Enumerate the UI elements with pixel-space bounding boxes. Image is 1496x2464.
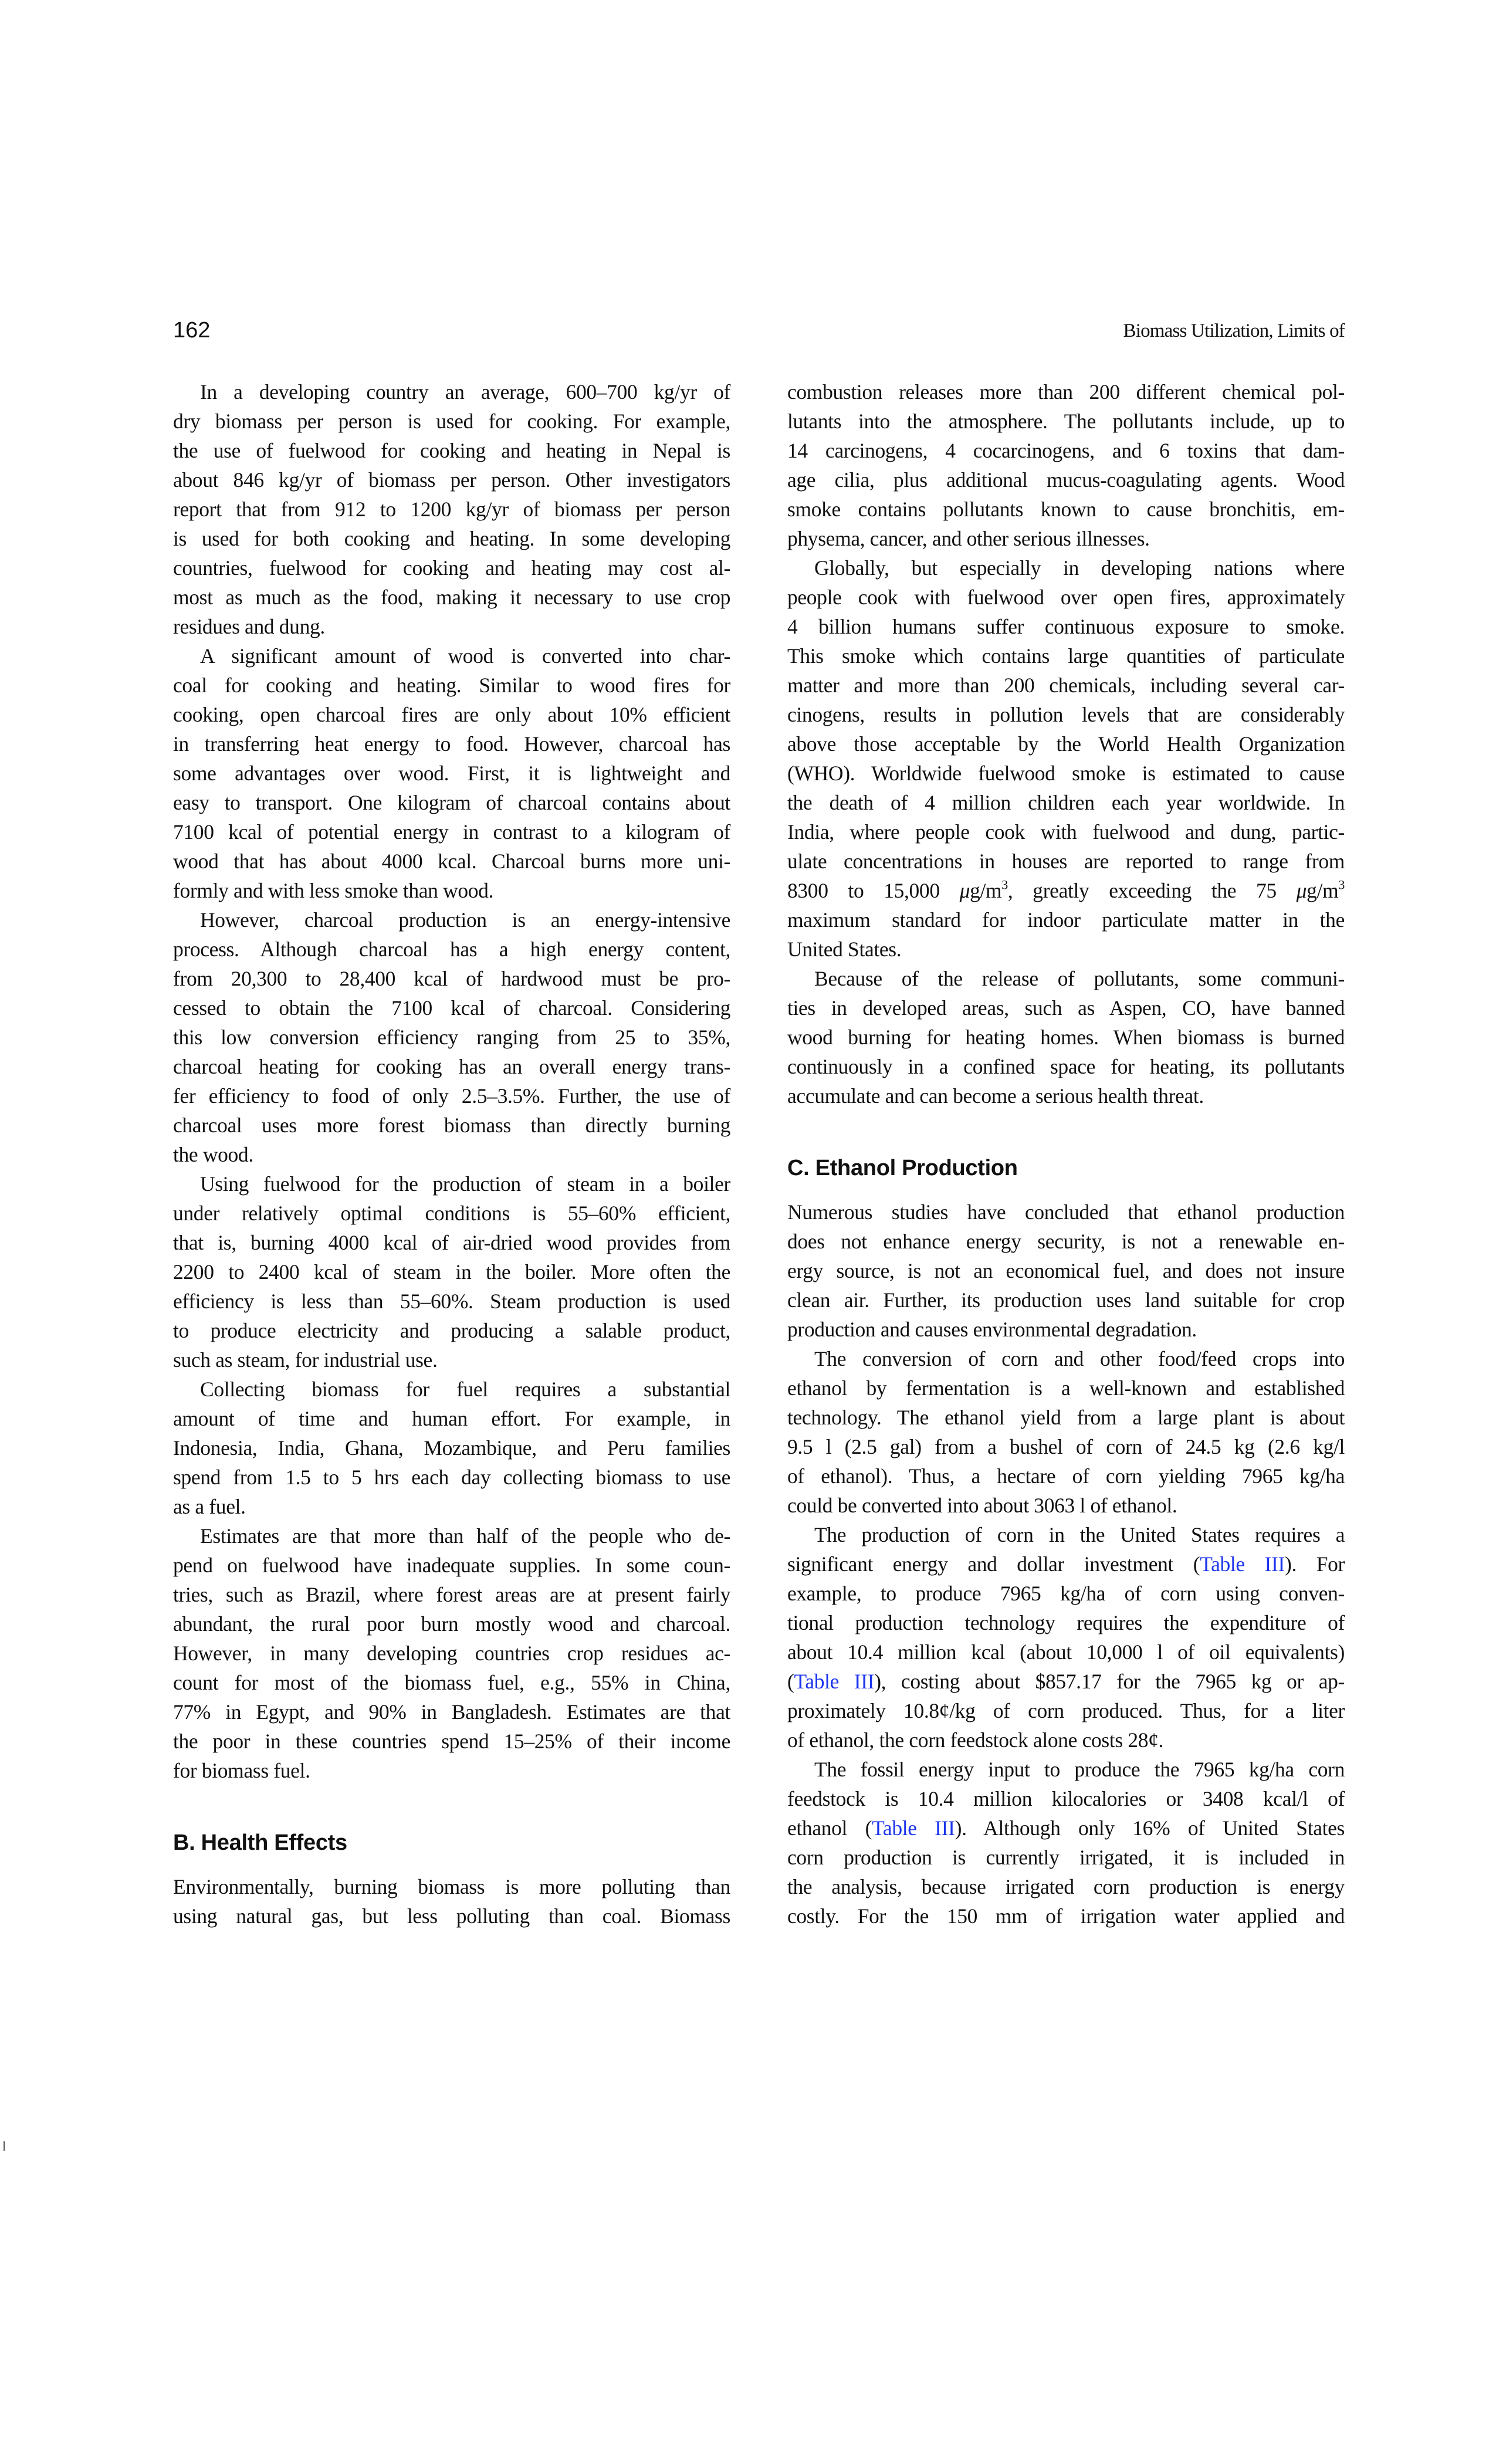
text-line: process. Although charcoal has a high energy content, [173,937,730,961]
text-line: tional production technology requires the expenditure of [787,1611,1345,1634]
text-line: technology. The ethanol yield from a large plant is about [787,1406,1345,1429]
text-line: combustion releases more than 200 different chemical pol- [787,380,1345,404]
text-line: the poor in these countries spend 15–25% of their income [173,1729,730,1753]
text-segment: 8300 to 15,000 [787,879,960,902]
text-line: countries, fuelwood for cooking and heating may cost al- [173,556,730,580]
text-line: that is, burning 4000 kcal of air-dried wood provides from [173,1231,730,1254]
text-line: the analysis, because irrigated corn production is energy [787,1875,1345,1898]
text-line: example, to produce 7965 kg/ha of corn using conven- [787,1582,1345,1605]
text-line: to produce electricity and producing a salable product, [173,1319,730,1342]
text-line: is used for both cooking and heating. In some developing [173,527,730,550]
text-line: the death of 4 million children each year worldwide. In [787,791,1345,814]
paragraph [787,377,1345,553]
text-line: efficiency is less than 55–60%. Steam production is used [173,1289,730,1313]
paragraph [787,964,1345,1111]
text-line: continuously in a confined space for heating, its pollutants [787,1055,1345,1078]
text-line: as a fuel. [173,1495,246,1518]
text-line: using natural gas, but less polluting than coal. Biomass [173,1904,730,1928]
text-line: corn production is currently irrigated, it is included in [787,1846,1345,1869]
text-line: cessed to obtain the 7100 kcal of charcoal. Considering [173,996,730,1020]
superscript: 3 [1001,877,1008,892]
text-line: 2200 to 2400 kcal of steam in the boiler. More often the [173,1260,730,1284]
text-line: some advantages over wood. First, it is lightweight and [173,761,730,785]
text-line: production and causes environmental degradation. [787,1318,1197,1341]
text-line: Because of the release of pollutants, some communi- [814,967,1345,990]
text-segment: , greatly exceeding the 75 [1007,879,1297,902]
text-line: The conversion of corn and other food/feed crops into [814,1347,1345,1370]
text-segment: ), costing about $857.17 for the 7965 kg or ap- [874,1670,1345,1693]
paragraph [173,1521,730,1785]
text-line: charcoal uses more forest biomass than directly burning [173,1113,730,1137]
paragraph [787,1197,1345,1344]
text-line: (WHO). Worldwide fuelwood smoke is estimated to cause [787,761,1345,785]
mu-symbol: μ [1296,879,1307,902]
text-line: However, in many developing countries crop residues ac- [173,1641,730,1665]
text-line: age cilia, plus additional mucus-coagulating agents. Wood [787,468,1345,492]
text-segment: g/m [970,879,1002,902]
text-line: Estimates are that more than half of the people who de- [200,1524,730,1548]
text-line: 7100 kcal of potential energy in contrast to a kilogram of [173,820,730,844]
text-line: could be converted into about 3063 l of ethanol. [787,1494,1177,1517]
text-line: maximum standard for indoor particulate matter in the [787,908,1345,932]
text-line: Numerous studies have concluded that ethanol production [787,1200,1345,1224]
text-line: However, charcoal production is an energy-intensive [200,908,730,932]
paragraph [173,641,730,905]
text-line: The fossil energy input to produce the 7965 kg/ha corn [814,1758,1345,1781]
text-line: people cook with fuelwood over open fires, approximately [787,585,1345,609]
running-head: Biomass Utilization, Limits of [1123,320,1345,341]
text-line: in transferring heat energy to food. However, charcoal has [173,732,730,756]
text-line: 14 carcinogens, 4 cocarcinogens, and 6 toxins that dam- [787,439,1345,462]
text-line: most as much as the food, making it necessary to use crop [173,585,730,609]
text-line [787,1549,1345,1579]
text-line: charcoal heating for cooking has an overall energy trans- [173,1055,730,1078]
text-line: The production of corn in the United States requires a [814,1523,1345,1546]
paragraph [173,905,730,1169]
text-line: matter and more than 200 chemicals, including several car- [787,673,1345,697]
superscript: 3 [1338,877,1345,892]
paragraph [787,553,1345,964]
text-line: easy to transport. One kilogram of charcoal contains about [173,791,730,814]
text-line: physema, cancer, and other serious illnesses. [787,527,1150,550]
text-line: from 20,300 to 28,400 kcal of hardwood must be pro- [173,967,730,990]
text-line: amount of time and human effort. For example, in [173,1407,730,1430]
text-line: formly and with less smoke than wood. [173,879,494,902]
text-line: report that from 912 to 1200 kg/yr of biomass per person [173,497,730,521]
text-line: 77% in Egypt, and 90% in Bangladesh. Estimates are that [173,1700,730,1724]
text-line: the use of fuelwood for cooking and heating in Nepal is [173,439,730,462]
text-line: count for most of the biomass fuel, e.g., 55% in China, [173,1671,730,1694]
text-line: residues and dung. [173,615,325,638]
text-line: 4 billion humans suffer continuous exposure to smoke. [787,615,1345,638]
text-line: ergy source, is not an economical fuel, and does not insure [787,1259,1345,1282]
text-line: the wood. [173,1143,253,1166]
text-segment: ). For [1284,1552,1345,1576]
text-line: above those acceptable by the World Health Organization [787,732,1345,756]
text-segment: ( [787,1670,794,1693]
text-line: lutants into the atmosphere. The pollutants include, up to [787,409,1345,433]
text-line: ulate concentrations in houses are reported to range from [787,849,1345,873]
table-reference-link[interactable]: Table III [794,1670,875,1693]
text-segment: significant energy and dollar investment ( [787,1552,1200,1576]
text-line: this low conversion efficiency ranging from 25 to 35%, [173,1025,730,1049]
paragraph [173,1872,730,1931]
text-line: spend from 1.5 to 5 hrs each day collecting biomass to use [173,1465,730,1489]
text-line: Globally, but especially in developing nations where [814,556,1345,580]
paragraph [787,1520,1345,1755]
text-line: fer efficiency to food of only 2.5–3.5%. Further, the use of [173,1084,730,1108]
text-line: cinogens, results in pollution levels that are considerably [787,703,1345,726]
text-line: tries, such as Brazil, where forest areas are at present fairly [173,1583,730,1606]
text-line: of ethanol, the corn feedstock alone costs 28¢. [787,1728,1164,1752]
text-line: This smoke which contains large quantities of particulate [787,644,1345,668]
table-reference-link[interactable]: Table III [872,1816,955,1840]
page-number: 162 [173,318,211,343]
text-line: accumulate and can become a serious health threat. [787,1084,1204,1108]
text-line: cooking, open charcoal fires are only about 10% efficient [173,703,730,726]
text-line: Indonesia, India, Ghana, Mozambique, and Peru families [173,1436,730,1460]
table-reference-link[interactable]: Table III [1200,1552,1285,1576]
section-heading: B. Health Effects [173,1830,347,1855]
text-line: coal for cooking and heating. Similar to wood fires for [173,673,730,697]
text-line: Environmentally, burning biomass is more polluting than [173,1875,730,1898]
text-line: India, where people cook with fuelwood and dung, partic- [787,820,1345,844]
paragraph [787,1344,1345,1520]
text-line: of ethanol). Thus, a hectare of corn yielding 7965 kg/ha [787,1464,1345,1488]
text-line: does not enhance energy security, is not a renewable en- [787,1230,1345,1253]
text-line: In a developing country an average, 600–700 kg/yr of [200,380,730,404]
text-line: under relatively optimal conditions is 55–60% efficient, [173,1201,730,1225]
text-line: smoke contains pollutants known to cause bronchitis, em- [787,497,1345,521]
text-line: wood that has about 4000 kcal. Charcoal burns more uni- [173,849,730,873]
text-line: costly. For the 150 mm of irrigation water applied and [787,1904,1345,1928]
section-heading: C. Ethanol Production [787,1156,1018,1180]
text-line: such as steam, for industrial use. [173,1348,438,1372]
left-column [173,377,730,1931]
text-line: about 10.4 million kcal (about 10,000 l of oil equivalents) [787,1640,1345,1664]
text-line [787,1813,1345,1843]
text-segment: g/m [1307,879,1339,902]
text-line: Using fuelwood for the production of steam in a boiler [200,1172,730,1196]
text-line: dry biomass per person is used for cooking. For example, [173,409,730,433]
text-line: 9.5 l (2.5 gal) from a bushel of corn of 24.5 kg (2.6 kg/l [787,1435,1345,1458]
text-segment: ethanol ( [787,1816,872,1840]
text-line: Collecting biomass for fuel requires a substantial [200,1377,730,1401]
text-line [787,876,1345,905]
text-line: proximately 10.8¢/kg of corn produced. Thus, for a liter [787,1699,1345,1722]
right-column [787,377,1345,1931]
paragraph [173,1169,730,1375]
text-line: ethanol by fermentation is a well-known and established [787,1376,1345,1400]
text-line: A significant amount of wood is converted into char- [200,644,730,668]
paragraph [173,377,730,641]
text-line: abundant, the rural poor burn mostly wood and charcoal. [173,1612,730,1636]
mu-symbol: μ [959,879,970,902]
text-line: clean air. Further, its production uses land suitable for crop [787,1288,1345,1312]
text-line: for biomass fuel. [173,1759,310,1782]
edge-mark [4,2141,5,2151]
text-line: pend on fuelwood have inadequate supplies. In some coun- [173,1553,730,1577]
text-line [787,1667,1345,1696]
text-line: ties in developed areas, such as Aspen, CO, have banned [787,996,1345,1020]
text-line: feedstock is 10.4 million kilocalories or 3408 kcal/l of [787,1787,1345,1810]
paragraph [173,1375,730,1521]
text-line: about 846 kg/yr of biomass per person. Other investigators [173,468,730,492]
text-segment: ). Although only 16% of United States [955,1816,1345,1840]
text-line: wood burning for heating homes. When biomass is burned [787,1025,1345,1049]
paragraph [787,1755,1345,1931]
text-line: United States. [787,937,902,961]
